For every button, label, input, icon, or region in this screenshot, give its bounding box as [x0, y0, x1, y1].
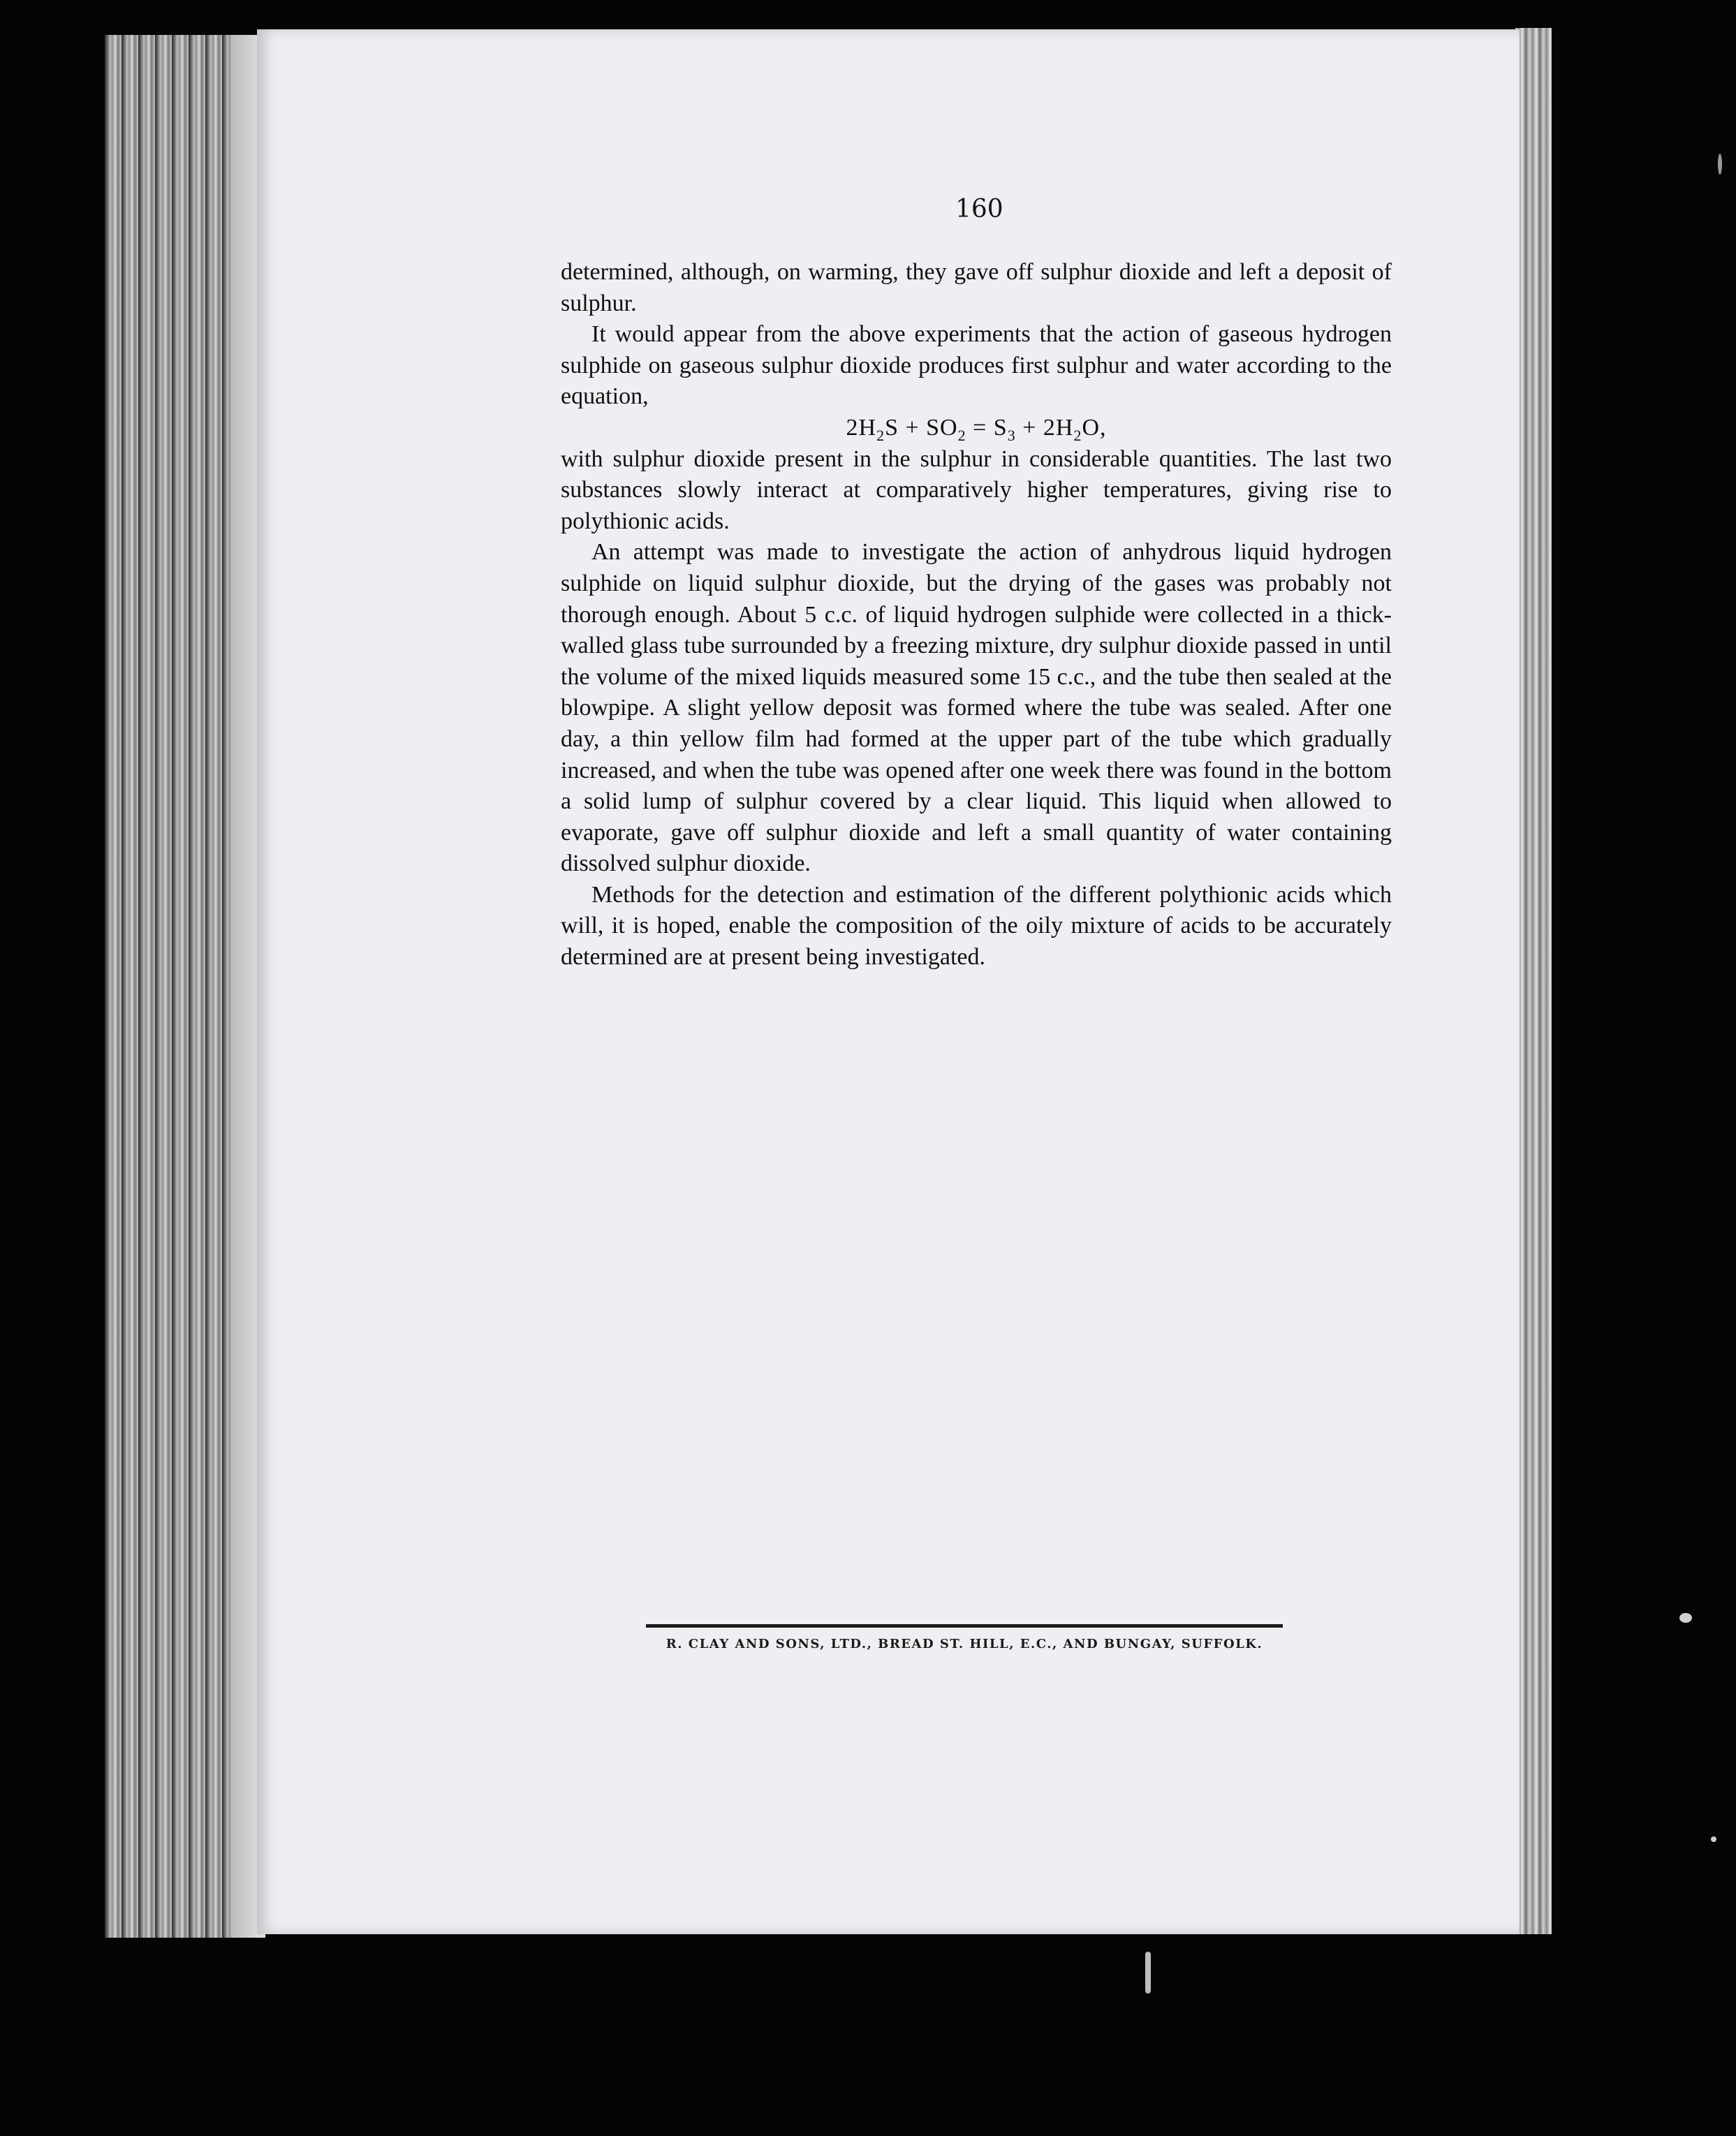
chemical-equation	[561, 413, 1392, 444]
stacked-page-edges	[105, 35, 265, 1938]
equation-rhs-2-end: O,	[1082, 414, 1107, 441]
paragraph-4: An attempt was made to investigate the action of anhydrous liquid hydrogen sulphide on liquid sulphur dioxide, but the drying of the gases was probably not thorough enough. About 5 c.c. of liquid hydrogen sulphide were collected in a thick-walled glass tube surrounded by a freezing mixture, dry sulphur dioxide passed in until the volume of the mixed liquids measured some 15 c.c., and the tube then sealed at the blowpipe. A slight yellow deposit was formed where the tube was sealed. After one day, a thin yellow film had formed at the upper part of the tube which gradually increased, and when the tube was opened after one week there was found in the bottom a solid lump of sulphur covered by a clear liquid. This liquid when allowed to evaporate, gave off sulphur dioxide and left a small quantity of water containing dissolved sulphur dioxide.	[561, 539, 1392, 877]
equation-lhs-1: 2H	[846, 414, 877, 441]
paragraph-2: It would appear from the above experiments that the action of gaseous hydrogen sulphide on gaseous sulphur dioxide produces first sulphur and water according to the equation,	[561, 321, 1392, 410]
dust-speck	[1718, 154, 1722, 175]
equation-lhs-1-end: S + SO	[885, 414, 958, 441]
equation-sub-so2: 2	[957, 426, 966, 444]
dust-speck	[1711, 1836, 1716, 1842]
printer-imprint: R. CLAY AND SONS, LTD., BREAD ST. HILL, E.C., AND BUNGAY, SUFFOLK.	[665, 1637, 1263, 1651]
equation-sub-h2o: 2	[1073, 426, 1082, 444]
paragraph-5: Methods for the detection and estimation of the different polythionic acids which will, it is hoped, enable the composition of the oily mixture of acids to be accurately determined are at present being investigated.	[561, 881, 1392, 971]
equation-equals: = S	[966, 414, 1008, 441]
body-text	[561, 257, 1392, 973]
equation-rhs-2: + 2H	[1015, 414, 1074, 441]
page-number: 160	[955, 195, 1003, 223]
equation-sub-s3: 3	[1007, 426, 1016, 444]
equation-sub-h2: 2	[876, 426, 885, 444]
right-page-edge	[1515, 28, 1552, 1934]
dust-speck	[1145, 1952, 1151, 1994]
imprint-rule	[646, 1624, 1283, 1628]
paragraph-3: with sulphur dioxide present in the sulphur in considerable quantities. The last two substances slowly interact at comparatively higher temperatures, giving rise to polythionic acids.	[561, 445, 1392, 534]
paragraph-1: determined, although, on warming, they gave off sulphur dioxide and left a deposit of sulphur.	[561, 259, 1392, 316]
dust-speck	[1679, 1613, 1692, 1623]
